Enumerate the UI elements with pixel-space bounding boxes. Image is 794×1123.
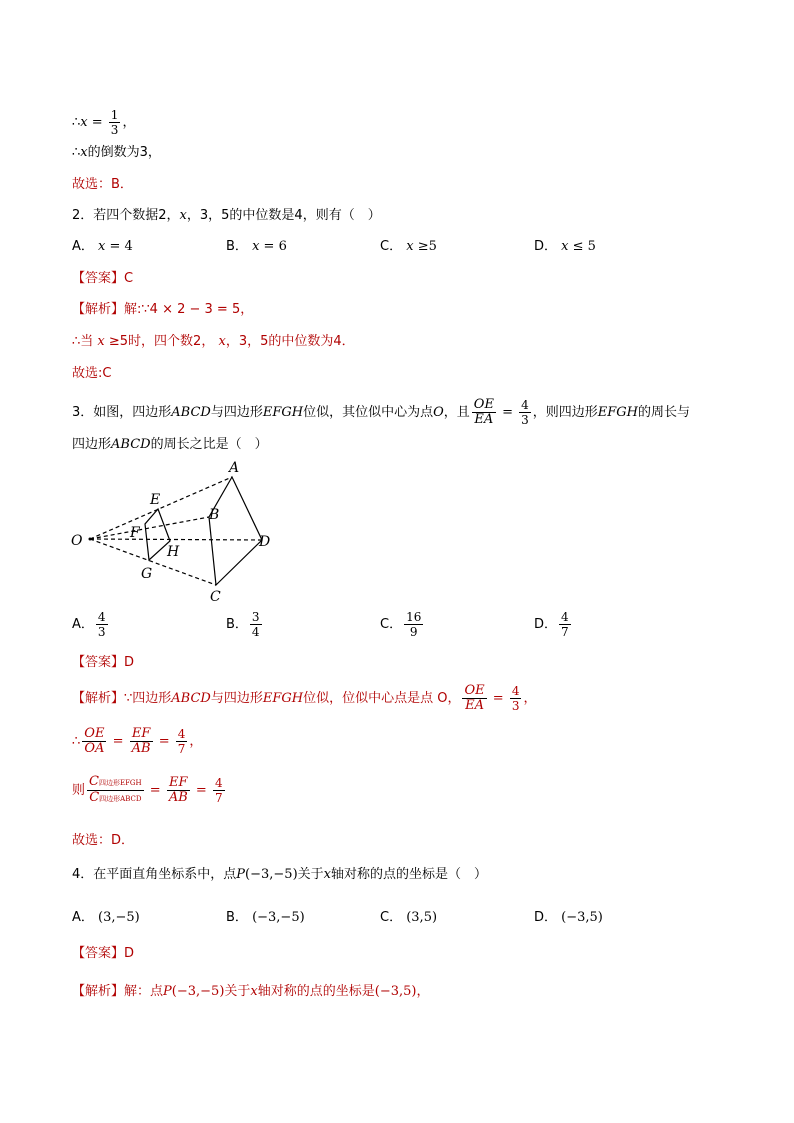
q3-option-c[interactable]: C． $\frac{16}{9}$	[380, 610, 422, 639]
question-2-stem: 2．若四个数据2，x，3，5的中位数是4，则有（ ）	[72, 208, 381, 223]
fraction: $\frac{OE}{EA}$	[464, 683, 485, 713]
fraction: $\frac{4}{3}$	[511, 684, 520, 713]
fraction: $\frac{4}{3}$	[97, 610, 106, 639]
q2-analysis-line-2: ∴当 x ≥5时，四个数2， x，3，5的中位数为4．	[72, 334, 355, 349]
fraction: $\frac{4}{7}$	[561, 610, 569, 639]
point-o	[89, 538, 92, 541]
fraction: $\frac{4}{3}$	[521, 398, 529, 427]
label-e: E	[150, 492, 161, 508]
q4-option-d[interactable]: D． (−3,5)	[534, 910, 603, 925]
q2-option-b[interactable]: B． x = 6	[226, 239, 287, 254]
question-3-stem-2: 四边形ABCD的周长之比是（ ）	[72, 437, 268, 452]
fraction: $\frac{OE}{OA}$	[84, 726, 105, 756]
solution-line-x-value: ∴x = $\frac{1}{3}$ ，	[72, 108, 136, 137]
label-c: C	[210, 589, 221, 605]
quadrilateral-abcd	[209, 477, 262, 585]
ray-od	[90, 539, 262, 540]
q4-option-b[interactable]: B． (−3,−5)	[226, 910, 305, 925]
q3-analysis-line-2: ∴ $\frac{OE}{OA}$ = $\frac{EF}{AB}$ = $\frac{4}{7}$ ，	[72, 726, 203, 756]
q4-analysis: 【解析】解：点P(−3,−5)关于x轴对称的点的坐标是(−3,5)，	[72, 984, 430, 999]
q3-option-b[interactable]: B． $\frac{3}{4}$	[226, 610, 260, 639]
q2-answer: 【答案】C	[72, 271, 134, 286]
homothety-figure	[66, 455, 286, 605]
choose-line-q1: 故选：B．	[72, 177, 133, 192]
label-o: O	[71, 533, 83, 549]
fraction: $\frac{OE}{EA}$	[473, 397, 494, 427]
q3-analysis-line-3: 则 $\frac{\text{C四边形EFGH}}{\text{C四边形ABCD}}$ = $\frac{EF}{AB}$ = $\frac{4}{7}$	[72, 774, 223, 805]
fraction: $\frac{EF}{AB}$	[131, 726, 151, 756]
q3-option-a[interactable]: A． $\frac{4}{3}$	[72, 610, 106, 639]
q3-option-d[interactable]: D． $\frac{4}{7}$	[534, 610, 569, 639]
fraction: $\frac{1}{3}$	[110, 108, 119, 137]
ray-oc	[90, 539, 216, 585]
q2-option-a[interactable]: A． x = 4	[72, 239, 133, 254]
q3-choose: 故选：D．	[72, 833, 135, 848]
fraction: $\frac{16}{9}$	[406, 610, 422, 639]
q2-option-d[interactable]: D． x ≤ 5	[534, 239, 596, 254]
q4-answer: 【答案】D	[72, 946, 135, 961]
q2-analysis: 【解析】解:∵4 × 2 − 3 = 5，	[72, 302, 254, 317]
q4-option-c[interactable]: C． (3,5)	[380, 910, 438, 925]
q2-option-c[interactable]: C． x ≥5	[380, 239, 437, 254]
label-h: H	[167, 544, 180, 560]
fraction: $\frac{3}{4}$	[251, 610, 260, 639]
q4-option-a[interactable]: A． (3,−5)	[72, 910, 140, 925]
label-g: G	[141, 566, 153, 582]
fraction: $\frac{EF}{AB}$	[168, 775, 188, 805]
label-d: D	[259, 534, 271, 550]
q2-choose: 故选:C	[72, 366, 112, 381]
label-a: A	[229, 460, 240, 476]
fraction: $\frac{\text{C四边形EFGH}}{\text{C四边形ABCD}}$	[89, 774, 142, 805]
label-f: F	[130, 525, 140, 541]
ray-ob	[90, 517, 209, 539]
fraction: $\frac{4}{7}$	[214, 776, 223, 805]
label-b: B	[209, 507, 220, 523]
q3-answer: 【答案】D	[72, 655, 135, 670]
question-4-stem: 4．在平面直角坐标系中，点P(−3,−5)关于x轴对称的点的坐标是（ ）	[72, 867, 488, 882]
solution-line-reciprocal: ∴x的倒数为3，	[72, 145, 161, 160]
fraction: $\frac{4}{7}$	[177, 727, 186, 756]
q3-analysis: 【解析】∵四边形ABCD与四边形EFGH位似，位似中心点是点 O， $\frac{OE}{EA}$ = $\frac{4}{3}$ ，	[72, 683, 537, 713]
question-3-stem: 3．如图，四边形ABCD与四边形EFGH位似，其位似中心为点O，且 $\frac{OE}{EA}$ = $\frac{4}{3}$ ，则四边形EFGH的周长与	[72, 397, 691, 427]
